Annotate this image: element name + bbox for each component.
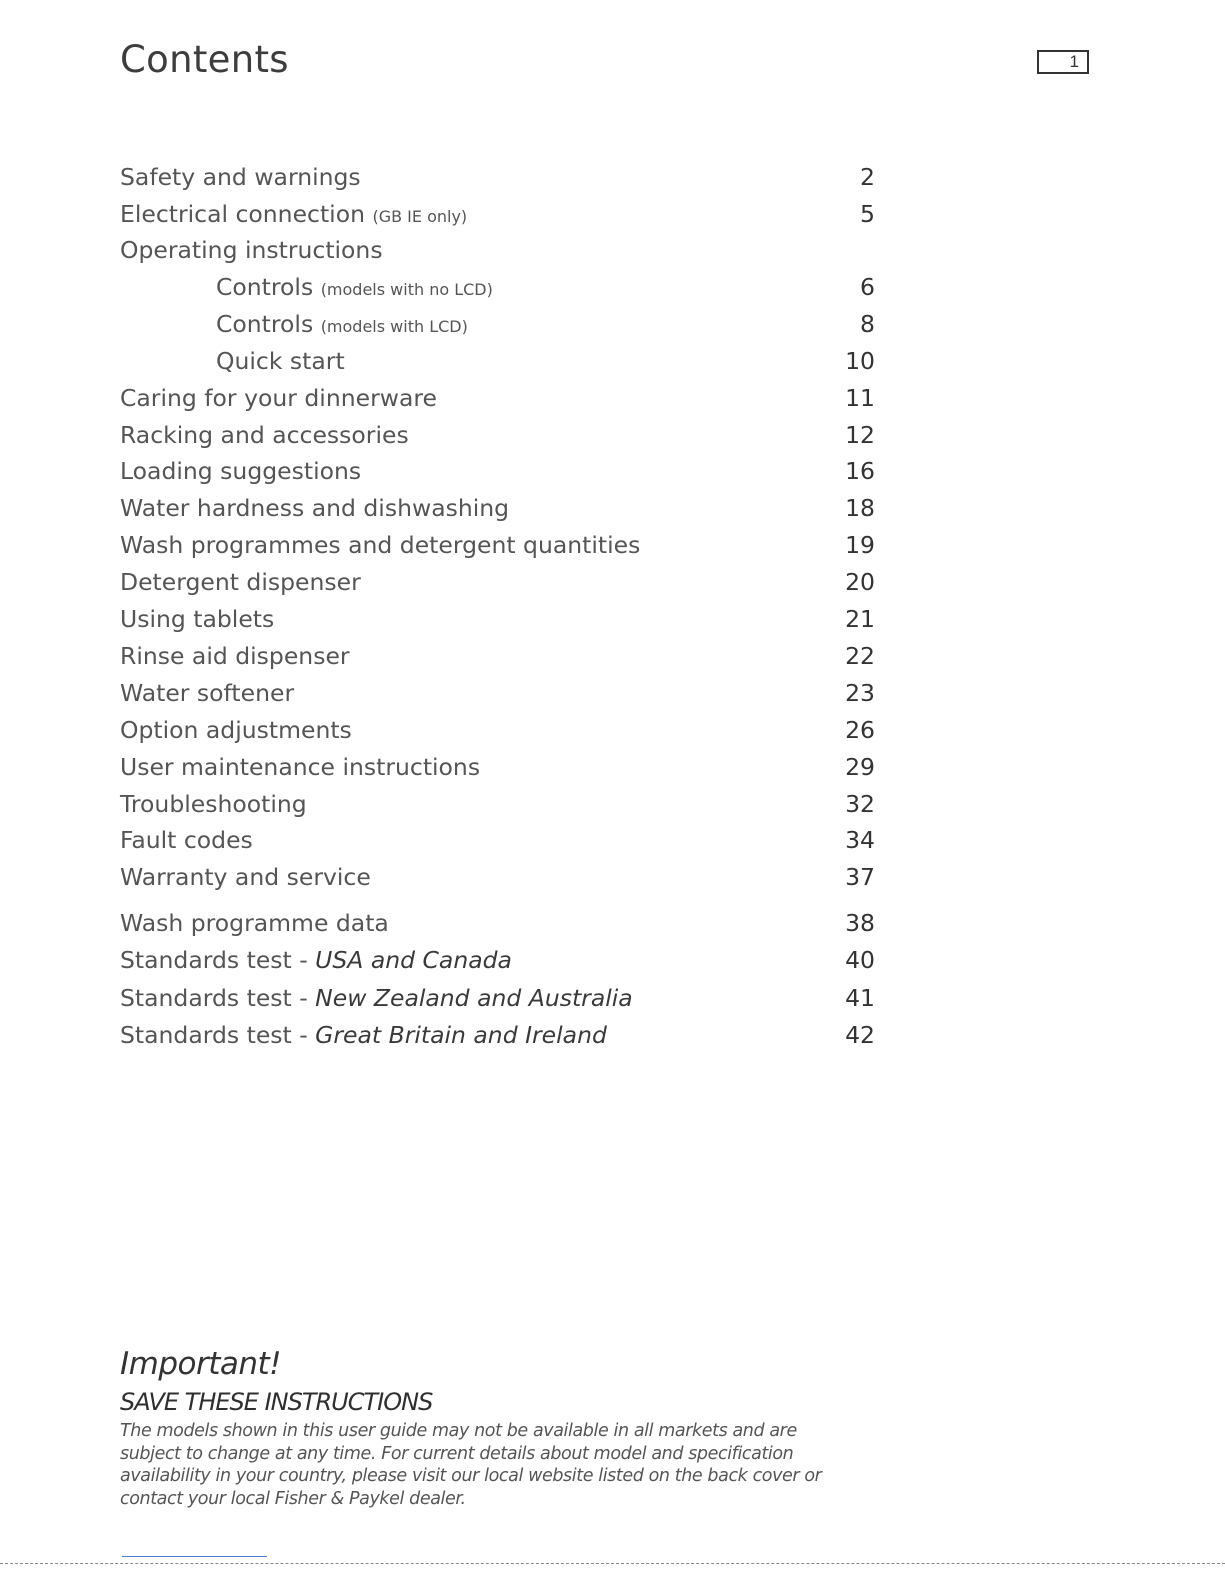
toc-page-number: 6	[860, 273, 875, 301]
toc-entry-title	[120, 453, 361, 489]
toc-entry-label: Standards test -	[120, 946, 316, 974]
toc-entry	[120, 942, 875, 978]
toc-page-number: 2	[860, 163, 875, 191]
footer-link-underline	[122, 1556, 267, 1557]
important-body-text: The models shown in this user guide may not be available in all markets and are subject to change at any time. For current details about model and specification availability in your country, please visit our local website listed on the back cover or contact your local Fisher & Paykel dealer.	[120, 1421, 822, 1509]
toc-entry-label: Option adjustments	[120, 716, 352, 744]
toc-entry-label: Water hardness and dishwashing	[120, 494, 510, 522]
toc-entry	[120, 1017, 875, 1053]
toc-entry-title	[120, 232, 383, 268]
toc-entry	[120, 749, 875, 785]
important-heading: Important!	[120, 1346, 282, 1382]
toc-entry-label: Safety and warnings	[120, 163, 361, 191]
save-instructions-heading: SAVE THESE INSTRUCTIONS	[120, 1388, 433, 1416]
toc-entry-note: (models with no LCD)	[320, 280, 493, 299]
toc-page-number: 20	[845, 568, 875, 596]
toc-entry	[120, 905, 875, 941]
toc-page-number: 10	[845, 347, 875, 375]
toc-entry-title	[120, 269, 493, 308]
toc-page-number: 41	[845, 984, 875, 1012]
toc-entry-label: Standards test -	[120, 1021, 316, 1049]
toc-entry-label: Rinse aid dispenser	[120, 642, 350, 670]
toc-entry-label: Electrical connection	[120, 200, 365, 228]
toc-entry	[120, 306, 875, 342]
toc-page-number: 11	[845, 384, 875, 412]
toc-entry-title	[120, 786, 307, 822]
toc-entry-title	[120, 380, 437, 416]
toc-entry	[120, 638, 875, 674]
toc-page-number: 8	[860, 310, 875, 338]
toc-entry-title	[120, 942, 512, 978]
toc-entry-title	[120, 712, 352, 748]
toc-entry	[120, 232, 875, 268]
toc-entry-title	[120, 490, 509, 526]
toc-entry-label: User maintenance instructions	[120, 753, 481, 781]
toc-entry-label: Using tablets	[120, 605, 275, 633]
toc-page-number: 34	[845, 826, 875, 854]
toc-entry-label: Operating instructions	[120, 236, 383, 264]
toc-entry-title	[120, 749, 480, 785]
toc-entry	[120, 490, 875, 526]
toc-entry-label: Controls	[216, 310, 314, 338]
toc-entry	[120, 564, 875, 600]
toc-page-number: 40	[845, 946, 875, 974]
toc-entry-label: Quick start	[216, 347, 345, 375]
toc-entry-title	[120, 343, 345, 379]
toc-page-number: 37	[845, 863, 875, 891]
toc-page-number: 12	[845, 421, 875, 449]
toc-page-number: 22	[845, 642, 875, 670]
toc-page-number: 19	[845, 531, 875, 559]
toc-entry-region: USA and Canada	[315, 946, 512, 974]
toc-entry-title	[120, 1017, 607, 1053]
toc-entry-label: Wash programme data	[120, 909, 389, 937]
toc-entry	[120, 527, 875, 563]
toc-entry-region: Great Britain and Ireland	[315, 1021, 607, 1049]
toc-page-number: 38	[845, 909, 875, 937]
toc-entry	[120, 269, 875, 305]
toc-entry-title	[120, 859, 371, 895]
toc-entry-note: (GB IE only)	[372, 207, 468, 226]
toc-entry-title	[120, 417, 409, 453]
toc-entry	[120, 980, 875, 1016]
page-title: Contents	[120, 38, 289, 81]
toc-entry	[120, 417, 875, 453]
toc-entry-title	[120, 564, 361, 600]
toc-entry-title	[120, 306, 468, 345]
toc-entry-label: Loading suggestions	[120, 457, 362, 485]
toc-entry-label: Troubleshooting	[120, 790, 307, 818]
toc-entry	[120, 380, 875, 416]
toc-entry-label: Fault codes	[120, 826, 253, 854]
toc-entry	[120, 712, 875, 748]
toc-entry	[120, 343, 875, 379]
toc-page-number: 21	[845, 605, 875, 633]
page-bottom-rule	[0, 1563, 1225, 1564]
toc-page-number: 18	[845, 494, 875, 522]
toc-entry	[120, 453, 875, 489]
toc-entry-title	[120, 675, 294, 711]
toc-page-number: 42	[845, 1021, 875, 1049]
toc-entry-title	[120, 601, 274, 637]
toc-entry-label: Controls	[216, 273, 314, 301]
toc-entry-label: Racking and accessories	[120, 421, 409, 449]
toc-entry	[120, 786, 875, 822]
toc-entry-region: New Zealand and Australia	[315, 984, 633, 1012]
toc-entry	[120, 196, 875, 232]
toc-entry-title	[120, 159, 361, 195]
toc-entry-title	[120, 980, 633, 1016]
toc-page-number: 32	[845, 790, 875, 818]
toc-entry	[120, 822, 875, 858]
toc-entry-title	[120, 822, 253, 858]
important-notice	[120, 1343, 860, 1510]
page-number-box: 1	[1037, 50, 1089, 74]
toc-page-number: 26	[845, 716, 875, 744]
toc-entry-title	[120, 905, 389, 941]
toc-entry-title	[120, 196, 467, 235]
toc-entry-label: Caring for your dinnerware	[120, 384, 437, 412]
toc-entry-title	[120, 638, 350, 674]
toc-entry	[120, 601, 875, 637]
toc-page-number: 29	[845, 753, 875, 781]
toc-entry	[120, 159, 875, 195]
toc-entry-label: Water softener	[120, 679, 295, 707]
toc-entry-label: Warranty and service	[120, 863, 371, 891]
toc-entry-note: (models with LCD)	[320, 317, 468, 336]
toc-entry-label: Wash programmes and detergent quantities	[120, 531, 641, 559]
toc-page-number: 5	[860, 200, 875, 228]
toc-page-number: 16	[845, 457, 875, 485]
toc-entry-label: Detergent dispenser	[120, 568, 361, 596]
toc-entry-label: Standards test -	[120, 984, 316, 1012]
toc-entry-title	[120, 527, 640, 563]
toc-page-number: 23	[845, 679, 875, 707]
toc-entry	[120, 675, 875, 711]
toc-entry	[120, 859, 875, 895]
